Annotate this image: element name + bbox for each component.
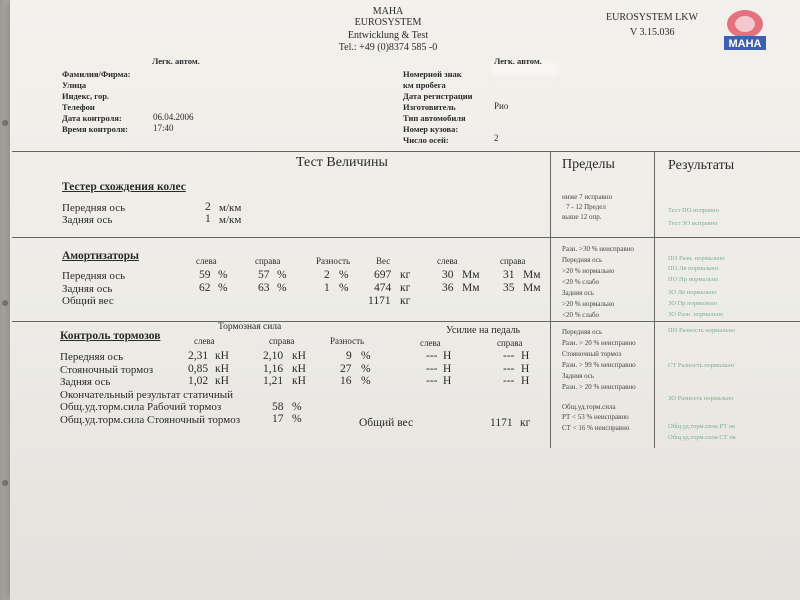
col-header: справа — [255, 256, 281, 266]
unit: % — [218, 282, 228, 294]
value: 57 — [258, 269, 270, 281]
limit-line: >20 % нормально — [562, 300, 615, 308]
value: 1,21 — [263, 375, 284, 387]
limit-line: <20 % слабо — [562, 311, 600, 319]
unit: Мм — [523, 282, 541, 294]
limit-line: выше 12 опр. — [562, 213, 602, 221]
value: 63 — [258, 282, 270, 294]
field-label: Изготовитель — [403, 102, 456, 112]
value: --- — [426, 350, 438, 362]
value: --- — [503, 375, 515, 387]
column-divider — [654, 151, 655, 448]
value: 1,16 — [263, 363, 284, 375]
limit-line: Передняя ось — [562, 328, 603, 336]
unit: % — [218, 269, 228, 281]
unit: % — [277, 282, 287, 294]
result-line: Тест ПО исправно — [668, 207, 719, 214]
value: 2,31 — [188, 350, 209, 362]
unit: кН — [215, 350, 229, 362]
product-name: EUROSYSTEM — [354, 17, 422, 28]
unit: кг — [400, 295, 411, 307]
result-line: ЗО Пр нормально — [668, 300, 717, 307]
version: V 3.15.036 — [630, 27, 675, 38]
section-title: Амортизаторы — [62, 250, 139, 262]
value: 2 — [324, 269, 330, 281]
section-title: Тестер схождения колес — [62, 181, 186, 193]
value: 2,10 — [263, 350, 284, 362]
col-header: справа — [497, 338, 523, 348]
col-header: Разность — [316, 256, 351, 266]
punch-hole — [2, 480, 8, 486]
field-label: Фамилия/Фирма: — [62, 69, 131, 79]
binder-edge — [0, 0, 10, 600]
unit: кН — [292, 350, 306, 362]
row-label: Общ.уд.торм.сила Стояночный тормоз — [60, 414, 241, 426]
column-results: Результаты — [668, 158, 735, 173]
value: --- — [503, 350, 515, 362]
col-header: справа — [269, 336, 295, 346]
row-label: Стояночный тормоз — [60, 364, 154, 376]
unit: Мм — [462, 282, 480, 294]
unit: Н — [521, 350, 530, 362]
unit: кН — [215, 363, 229, 375]
row-label: Передняя ось — [60, 351, 124, 363]
value: 35 — [503, 282, 515, 294]
field-label: Тип автомобиля — [403, 113, 466, 123]
value: 9 — [346, 350, 352, 362]
phone: Tel.: +49 (0)8374 585 -0 — [338, 42, 438, 53]
result-line: Общ.уд.торм.сила СТ ок — [668, 434, 736, 441]
vehicle-type-right: Легк. автом. — [494, 56, 542, 66]
unit: % — [339, 269, 349, 281]
unit: м/км — [219, 202, 242, 214]
column-test: Тест Величины — [296, 155, 388, 170]
unit: Н — [443, 350, 452, 362]
unit: Н — [443, 375, 452, 387]
result-line: Тест ЗО исправно — [668, 220, 718, 227]
result-line: СТ Разность нормально — [668, 362, 735, 369]
value: 27 — [340, 363, 352, 375]
punch-hole — [2, 120, 8, 126]
value: 1 — [324, 282, 330, 294]
value: 474 — [374, 282, 392, 294]
test-time: 17:40 — [153, 123, 174, 133]
field-label: Телефон — [62, 102, 95, 112]
unit: % — [361, 350, 371, 362]
limit-line: Разн. > 20 % неисправно — [562, 339, 636, 347]
toe-value: 1 — [205, 213, 211, 225]
value: 0,85 — [188, 363, 209, 375]
total-weight: 1171 — [490, 417, 513, 429]
field-label: Время контроля: — [62, 124, 128, 134]
total-weight: 1171 — [368, 295, 391, 307]
unit: кг — [520, 417, 531, 429]
unit: Н — [521, 375, 530, 387]
company-name: MAHA — [372, 6, 404, 17]
row-label: Задняя ось — [60, 376, 111, 388]
logo-text: MAHA — [728, 38, 762, 50]
field-label: Дата контроля: — [62, 113, 122, 123]
unit: % — [277, 269, 287, 281]
limit-line: Разн. >30 % неисправно — [562, 245, 634, 253]
department: Entwicklung & Test — [347, 30, 429, 41]
limit-line: ниже 7 исправно — [562, 193, 613, 201]
unit: Н — [443, 363, 452, 375]
value: --- — [426, 363, 438, 375]
limit-line: Задняя ось — [562, 372, 595, 380]
col-header: слева — [194, 336, 215, 346]
pedal-header: Усилие на педаль — [446, 325, 521, 336]
row-label: Общий вес — [359, 417, 414, 429]
value: --- — [426, 375, 438, 387]
unit: Н — [521, 363, 530, 375]
value: 31 — [503, 269, 515, 281]
unit: кг — [400, 282, 411, 294]
col-header: Вес — [376, 256, 391, 266]
result-line: ПО Пр нормально — [668, 276, 719, 283]
unit: % — [361, 363, 371, 375]
field-label: Номер кузова: — [403, 124, 459, 134]
unit: кг — [400, 269, 411, 281]
row-label: Передняя ось — [62, 202, 126, 214]
limit-line: Стояночный тормоз — [562, 350, 622, 358]
limit-line: <20 % слабо — [562, 278, 600, 286]
section-title: Контроль тормозов — [60, 330, 161, 342]
result-line: ЗО Разн. нормально — [668, 311, 724, 318]
value: 697 — [374, 269, 392, 281]
value: 30 — [442, 269, 454, 281]
unit: кН — [292, 363, 306, 375]
punch-hole — [2, 300, 8, 306]
row-label: Задняя ось — [62, 214, 113, 226]
test-date: 06.04.2006 — [153, 112, 194, 122]
system-name: EUROSYSTEM LKW — [606, 12, 698, 23]
field-label: км пробега — [403, 80, 446, 90]
column-limits: Пределы — [562, 157, 615, 172]
col-header: слева — [437, 256, 458, 266]
force-header: Тормозная сила — [218, 322, 282, 332]
limit-line: Передняя ось — [562, 256, 603, 264]
col-header: Разность — [330, 336, 365, 346]
value: --- — [503, 363, 515, 375]
axle-count: 2 — [494, 133, 499, 143]
divider — [12, 151, 800, 152]
unit: % — [292, 401, 302, 413]
maha-logo — [718, 8, 772, 54]
unit: Мм — [523, 269, 541, 281]
row-label: Передняя ось — [62, 270, 126, 282]
field-label: Дата регистрации — [403, 91, 473, 101]
result-line: ЗО Лв нормально — [668, 289, 717, 296]
column-divider — [550, 151, 551, 448]
unit: % — [339, 282, 349, 294]
field-label: Улица — [62, 80, 87, 90]
result-line: ПО Разность нормально — [668, 327, 736, 334]
limit-line: РТ < 53 % неисправно — [562, 413, 629, 421]
limit-line: >20 % нормально — [562, 267, 615, 275]
result-line: ПО Разн. нормально — [668, 255, 725, 262]
limit-line: Разн. > 99 % неисправно — [562, 361, 636, 369]
row-label: Задняя ось — [62, 283, 113, 295]
manufacturer: Рио — [494, 101, 509, 111]
unit: м/км — [219, 214, 242, 226]
limit-line: Задняя ось — [562, 289, 595, 297]
row-label: Общий вес — [62, 295, 114, 307]
vehicle-type-left: Легк. автом. — [152, 56, 200, 66]
value: 36 — [442, 282, 454, 294]
col-header: слева — [420, 338, 441, 348]
value: 62 — [199, 282, 211, 294]
unit: % — [361, 375, 371, 387]
limit-line: 7 - 12 Предел — [566, 203, 606, 211]
toe-value: 2 — [205, 201, 211, 213]
value: 1,02 — [188, 375, 209, 387]
unit: кН — [215, 375, 229, 387]
value: 16 — [340, 375, 352, 387]
row-label: Окончательный результат статичный — [60, 389, 233, 401]
col-header: справа — [500, 256, 526, 266]
unit: кН — [292, 375, 306, 387]
result-line: Общ.уд.торм.сила РТ ок — [668, 423, 736, 430]
field-label: Номерной знак — [403, 69, 462, 79]
limit-line: Общ.уд.торм.сила — [562, 403, 616, 411]
limit-line: Разн. > 20 % неисправно — [562, 383, 636, 391]
field-label: Число осей: — [403, 135, 449, 145]
col-header: слева — [196, 256, 217, 266]
limit-line: СТ < 16 % неисправно — [562, 424, 630, 432]
unit: % — [292, 413, 302, 425]
value: 59 — [199, 269, 211, 281]
parking-brake-value: 17 — [272, 413, 284, 425]
unit: Мм — [462, 269, 480, 281]
field-label: Индекс, гор. — [62, 91, 110, 101]
divider — [12, 321, 800, 322]
service-brake-value: 58 — [272, 401, 284, 413]
result-line: ПО Лв нормально — [668, 265, 718, 272]
divider — [12, 237, 800, 238]
result-line: ЗО Разность нормально — [668, 395, 734, 402]
row-label: Общ.уд.торм.сила Рабочий тормоз — [60, 401, 222, 413]
